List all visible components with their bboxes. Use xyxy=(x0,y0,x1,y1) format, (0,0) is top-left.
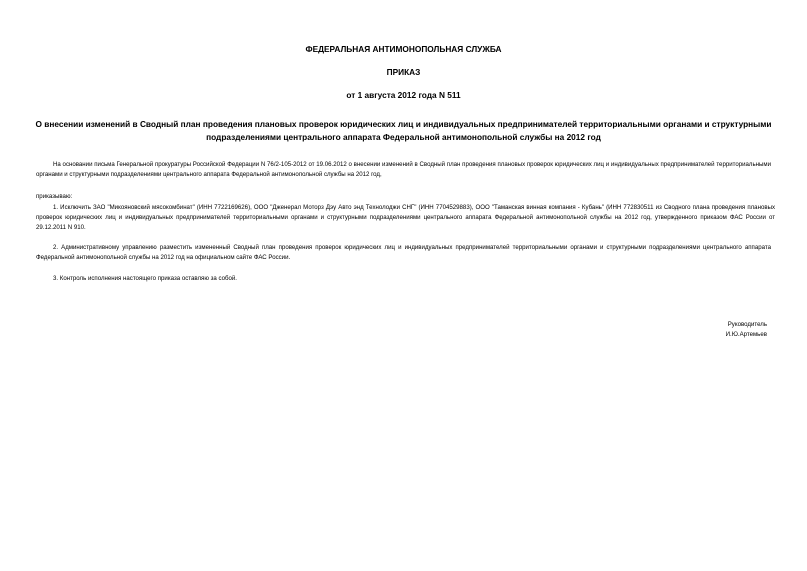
signer-position: Руководитель xyxy=(727,321,767,328)
document-type: ПРИКАЗ xyxy=(386,67,421,77)
item-1-paragraph: 1. Исключить ЗАО "Микояновский мясокомбинат" (ИНН 7722169626), ООО "Дженерал Моторз Дэу Авто энд Технолоджи СНГ" (ИНН 7704529883), ООО "Таманская винная компания - Кубань" (ИНН 772830511 из Сводного плана проведения плановых проверок юридических лиц и индивидуальных предпринимателей территориальными органами и структурными подразделениями центрального аппарата Федеральной антимонопольной службы на 2012 год, утвержденного приказом ФАС России от 29.12.2011 N 910. xyxy=(36,204,775,231)
signer-name: И.Ю.Артемьев xyxy=(725,331,767,338)
item-3-paragraph: 3. Контроль исполнения настоящего приказа оставляю за собой. xyxy=(53,275,237,282)
agency-name: ФЕДЕРАЛЬНАЯ АНТИМОНОПОЛЬНАЯ СЛУЖБА xyxy=(305,44,502,54)
item-2-paragraph: 2. Административному управлению разместить измененный Сводный план проведения проверок юридических лиц и индивидуальных предпринимателей территориальными органами и структурными подразделениями центрального аппарата Федеральной антимонопольной службы на 2012 год на официальном сайте ФАС России. xyxy=(36,244,771,261)
preamble-paragraph: На основании письма Генеральной прокуратуры Российской Федерации N 76/2-105-2012 от 19.06.2012 о внесении изменений в Сводный план проведения плановых проверок юридических лиц и индивидуальных предпринимателей территориальными органами и структурными подразделениями центрального аппарата Федеральной антимонопольной службы на 2012 год, xyxy=(36,161,771,178)
document-title: О внесении изменений в Сводный план проведения плановых проверок юридических лиц и индивидуальных предпринимателей территориальными органами и структурными подразделениями центрального аппарата Федеральной антимонопольной службы на 2012 год xyxy=(35,119,772,142)
order-word: приказываю: xyxy=(36,193,73,200)
document-date-number: от 1 августа 2012 года N 511 xyxy=(346,90,461,100)
